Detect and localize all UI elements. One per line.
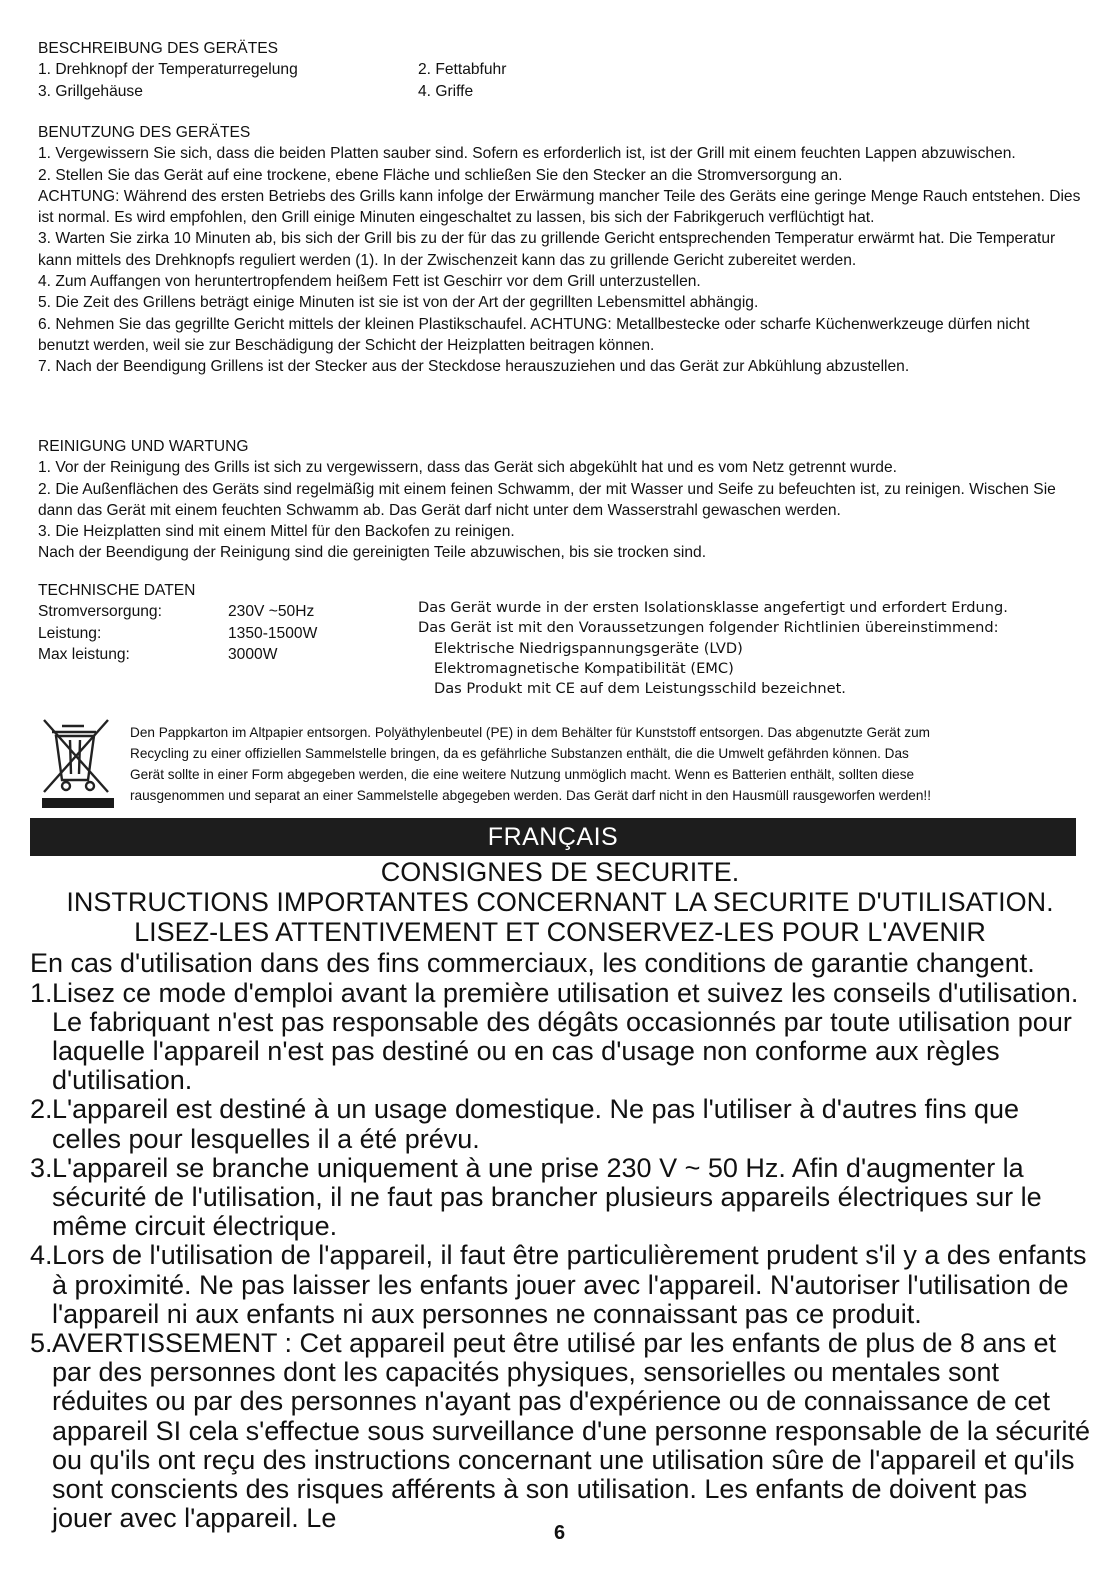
paragraph: 1. Vergewissern Sie sich, dass die beiden Platten sauber sind. Sofern es erforderlich ist, ist der Grill mit einem feuchten Lappen abzuwischen. <box>38 145 1016 163</box>
spec-value: 3000W <box>228 645 278 663</box>
paragraph: 3. Die Heizplatten sind mit einem Mittel für den Backofen zu reinigen. <box>38 523 515 541</box>
disposal-line: Gerät sollte in einer Form abgegeben werden, die eine weitere Nutzung unmöglich macht. Wenn es Batterien enthält, sollten diese <box>130 767 915 782</box>
paragraph: 2. Stellen Sie das Gerät auf eine trockene, ebene Fläche und schließen Sie den Stecker an die Stromversorgung an. <box>38 166 843 184</box>
item-text: L'appareil se branche uniquement à une prise 230 V ~ 50 Hz. Afin d'augmenter la sécurité de l'utilisation, il ne faut pas brancher plusieurs appareils électriques sur le même circuit électrique. <box>52 1152 1042 1242</box>
spec-row <box>38 644 398 665</box>
list-item <box>30 1154 1090 1242</box>
item-text: Lisez ce mode d'emploi avant la première utilisation et suivez les conseils d'utilisation. Le fabriquant n'est pas responsable des dégâts occasionnés par toute utilisation pour laquelle l'appareil n'est pas destiné ou en cas d'usage non conforme aux règles d'utilisation. <box>52 977 1079 1096</box>
list-item <box>30 1241 1090 1329</box>
item-text: AVERTISSEMENT : Cet appareil peut être utilisé par les enfants de plus de 8 ans et par des personnes dont les capacités physiques, sensorielles ou mentales sont réduites ou par des personnes n'ayant pas d'expérience ou de connaissance de cet appareil SI cela s'effectue sous surveillance d'une personne responsable de la sécurité ou qu'ils ont reçu des instructions concernant une utilisation sûre de l'appareil et qu'ils sont conscients des risques afférents à son utilisation. Les enfants de doivent pas jouer avec l'appareil. Le <box>52 1327 1090 1534</box>
disposal-line: Den Pappkarton im Altpapier entsorgen. Polyäthylenbeutel (PE) in dem Behälter für Kunststoff entsorgen. Das abgenutzte Gerät zum <box>130 725 930 740</box>
safety-title: LISEZ-LES ATTENTIVEMENT ET CONSERVEZ-LES POUR L'AVENIR <box>134 917 986 947</box>
spec-label: Stromversorgung: <box>38 603 162 621</box>
item-number: 3. <box>30 1152 53 1183</box>
part-item: 2. Fettabfuhr <box>418 61 507 79</box>
section-usage <box>38 122 1083 378</box>
section-heading: TECHNISCHE DATEN <box>38 582 196 599</box>
spec-value: 230V ~50Hz <box>228 603 315 621</box>
disposal-line: Recycling zu einer offiziellen Sammelstelle bringen, da es gefährliche Substanzen enthält, die die Umwelt gefährden können. Das <box>130 746 909 761</box>
paragraph: 4. Zum Auffangen von heruntertropfendem heißem Fett ist Geschirr vor dem Grill unterzustellen. <box>38 273 701 291</box>
compliance-line: Das Gerät ist mit den Voraussetzungen folgender Richtlinien übereinstimmend: <box>418 619 999 637</box>
paragraph: 2. Die Außenflächen des Geräts sind regelmäßig mit einem feinen Schwamm, der mit Wasser und Seife zu befeuchten ist, zu reinigen. Wischen Sie dann das Gerät mit einem feuchten Schwamm ab. Das Gerät darf nicht unter dem Wasserstrahl gewaschen werden. <box>38 480 1056 519</box>
spec-label: Leistung: <box>38 624 102 642</box>
paragraph: ACHTUNG: Während des ersten Betriebs des Grills kann infolge der Erwärmung mancher Teile des Geräts eine geringe Menge Rauch entstehen. Dies ist normal. Es wird empfohlen, den Grill einige Minuten eingeschaltet zu lassen, bis sich der Fabrikgeruch verflüchtigt hat. <box>38 187 1081 227</box>
disposal-text <box>130 722 1090 806</box>
part-item: 4. Griffe <box>418 82 474 100</box>
parts-row <box>38 59 1083 80</box>
page-number: 6 <box>553 1522 566 1544</box>
part-item: 3. Grillgehäuse <box>38 82 143 100</box>
spec-row <box>38 601 398 622</box>
spec-value: 1350-1500W <box>228 624 318 642</box>
language-banner: FRANÇAIS <box>30 818 1076 856</box>
paragraph: Nach der Beendigung der Reinigung sind die gereinigten Teile abzuwischen, bis sie trocken sind. <box>38 544 707 562</box>
list-item <box>30 1095 1090 1153</box>
paragraph: 1. Vor der Reinigung des Grills ist sich zu vergewissern, dass das Gerät sich abgekühlt hat und es vom Netz getrennt wurde. <box>38 459 897 477</box>
disposal-line: rausgenommen und separat an einer Sammelstelle abgegeben werden. Das Gerät darf nicht in den Hausmüll rausgeworfen werden!! <box>130 788 931 803</box>
list-item <box>30 1329 1090 1533</box>
compliance-line: Das Gerät wurde in der ersten Isolationsklasse angefertigt und erfordert Erdung. <box>418 599 1008 616</box>
section-heading: REINIGUNG UND WARTUNG <box>38 438 249 455</box>
section-french-safety <box>30 857 1090 1533</box>
paragraph: 7. Nach der Beendigung Grillens ist der Stecker aus der Steckdose herauszuziehen und das Gerät zur Abkühlung abzustellen. <box>38 358 910 376</box>
spec-label: Max leistung: <box>38 645 130 663</box>
compliance-line: Elektromagnetische Kompatibilität (EMC) <box>434 659 734 677</box>
item-number: 5. <box>30 1327 53 1358</box>
paragraph: 5. Die Zeit des Grillens beträgt einige Minuten ist sie ist von der Art der gegrillten Lebensmittel abhängig. <box>38 294 759 312</box>
paragraph: 3. Warten Sie zirka 10 Minuten ab, bis sich der Grill bis zu der für das zu grillende Gericht entsprechenden Temperatur erwärmt hat. Die Temperatur kann mittels des Drehknopfs reguliert werden (1). In der Zwischenzeit kann das zu grillende Gericht zubereitet werden. <box>38 230 1056 269</box>
compliance-line: Das Produkt mit CE auf dem Leistungsschild bezeichnet. <box>434 680 846 698</box>
compliance-text <box>418 598 1088 699</box>
safety-title: INSTRUCTIONS IMPORTANTES CONCERNANT LA SECURITE D'UTILISATION. <box>66 887 1054 917</box>
item-number: 2. <box>30 1094 53 1125</box>
section-technical <box>38 580 398 665</box>
section-heading: BENUTZUNG DES GERÄTES <box>38 124 251 141</box>
safety-title: CONSIGNES DE SECURITE. <box>380 857 740 887</box>
section-cleaning <box>38 436 1083 564</box>
parts-row <box>38 81 1083 102</box>
weee-bin-icon <box>40 716 116 808</box>
paragraph: 6. Nehmen Sie das gegrillte Gericht mittels der kleinen Plastikschaufel. ACHTUNG: Metallbestecke oder scharfe Küchenwerkzeuge dürfen nicht benutzt werden, weil sie zur Beschädigung der Schicht der Heizplatten beitragen können. <box>38 315 1030 354</box>
spec-row <box>38 623 398 644</box>
intro-line: En cas d'utilisation dans des fins commerciaux, les conditions de garantie changent. <box>30 948 1035 978</box>
section-description <box>38 38 1083 102</box>
item-text: Lors de l'utilisation de l'appareil, il faut être particulièrement prudent s'il y a des enfants à proximité. Ne pas laisser les enfants jouer avec l'appareil. N'autoriser l'utilisation de l'appareil ni aux enfants ni aux personnes ne connaissant pas ce produit. <box>52 1240 1087 1329</box>
section-heading: BESCHREIBUNG DES GERÄTES <box>38 40 279 57</box>
item-number: 1. <box>30 977 53 1008</box>
item-number: 4. <box>30 1240 53 1271</box>
list-item <box>30 979 1090 1096</box>
compliance-line: Elektrische Niedrigspannungsgeräte (LVD) <box>434 639 743 657</box>
item-text: L'appareil est destiné à un usage domestique. Ne pas l'utiliser à d'autres fins que celles pour lesquelles il a été prévu. <box>52 1094 1020 1154</box>
safety-list <box>30 979 1090 1534</box>
part-item: 1. Drehknopf der Temperaturregelung <box>38 61 298 79</box>
